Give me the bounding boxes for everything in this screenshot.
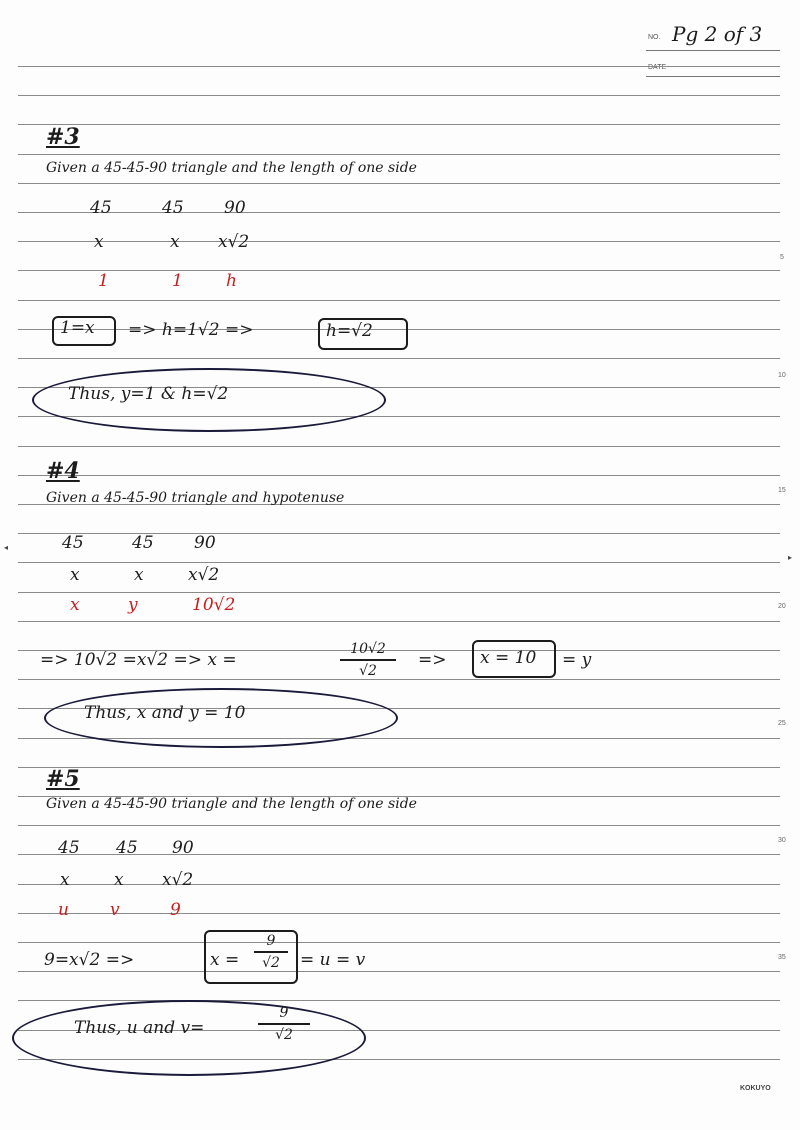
equation-end: = y	[562, 650, 592, 670]
ruled-line	[18, 971, 780, 972]
conclusion-fraction	[258, 1004, 310, 1044]
value-b: y	[128, 595, 138, 615]
ruled-line	[18, 767, 780, 768]
side-x-a: x	[94, 232, 104, 252]
ruled-line	[18, 300, 780, 301]
angle-45-a: 45	[90, 198, 112, 218]
angle-90: 90	[224, 198, 246, 218]
boxed-result-text: h=√2	[326, 321, 373, 341]
margin-tick: 30	[778, 837, 786, 844]
problem-4-title: #4	[46, 458, 80, 484]
ruled-line	[18, 270, 780, 271]
right-arrow-icon: ▸	[788, 553, 793, 562]
conclusion-ellipse	[12, 1000, 366, 1076]
equation-arrow: =>	[418, 650, 447, 670]
fraction-bar	[340, 659, 396, 661]
problem-5-description: Given a 45-45-90 triangle and the length of one side	[46, 796, 417, 812]
margin-tick: 5	[780, 254, 784, 261]
ruled-line	[18, 942, 780, 943]
value-b: v	[110, 900, 120, 920]
angle-90: 90	[172, 838, 194, 858]
ruled-line	[18, 183, 780, 184]
equation-start: 9=x√2 =>	[44, 950, 135, 970]
boxed-fraction	[254, 932, 288, 972]
derivation: => h=1√2 =>	[128, 320, 254, 340]
margin-tick: 15	[778, 487, 786, 494]
fraction	[340, 640, 396, 680]
ruled-line	[18, 913, 780, 914]
margin-tick: 10	[778, 372, 786, 379]
ruled-line	[18, 446, 780, 447]
angle-90: 90	[194, 533, 216, 553]
side-hyp: x√2	[218, 232, 250, 252]
side-x-b: x	[170, 232, 180, 252]
ruled-line	[18, 884, 780, 885]
conclusion: Thus, x and y = 10	[84, 703, 246, 723]
problem-3-title: #3	[46, 124, 80, 150]
ruled-line	[18, 679, 780, 680]
ruled-line	[18, 825, 780, 826]
fraction-denominator: √2	[359, 663, 377, 679]
fraction-bar	[258, 1023, 310, 1025]
conclusion-text: Thus, u and v=	[74, 1018, 205, 1038]
date-label: DATE	[648, 64, 667, 71]
value-a: u	[58, 900, 69, 920]
fraction-numerator: 10√2	[350, 641, 386, 657]
value-hyp: h	[226, 271, 237, 291]
boxed-numerator: 9	[266, 933, 276, 949]
boxed-denominator: √2	[262, 955, 280, 971]
angle-45-b: 45	[162, 198, 184, 218]
ruled-line	[18, 592, 780, 593]
side-x-a: x	[60, 870, 70, 890]
date-underline	[646, 76, 780, 77]
equation-end: = u = v	[300, 950, 366, 970]
angle-45-a: 45	[58, 838, 80, 858]
problem-5-title: #5	[46, 766, 80, 792]
ruled-line	[18, 95, 780, 96]
value-a: 1	[98, 271, 109, 291]
angle-45-b: 45	[132, 533, 154, 553]
problem-3-description: Given a 45-45-90 triangle and the length of one side	[46, 160, 417, 176]
left-arrow-icon: ◂	[4, 543, 9, 552]
ruled-line	[18, 241, 780, 242]
equation-start: => 10√2 =x√2 => x =	[40, 650, 237, 670]
ruled-line	[18, 1000, 780, 1001]
conclusion-numerator: 9	[279, 1005, 289, 1021]
ruled-line	[18, 124, 780, 125]
margin-tick: 35	[778, 954, 786, 961]
ruled-line	[18, 358, 780, 359]
side-x-b: x	[114, 870, 124, 890]
value-b: 1	[172, 271, 183, 291]
ruled-line	[18, 154, 780, 155]
fraction-bar	[254, 951, 288, 953]
side-hyp: x√2	[162, 870, 194, 890]
ruled-line	[18, 475, 780, 476]
brand-logo: KOKUYO	[740, 1085, 771, 1092]
side-hyp: x√2	[188, 565, 220, 585]
margin-tick: 20	[778, 603, 786, 610]
margin-tick: 25	[778, 720, 786, 727]
ruled-line	[18, 212, 780, 213]
value-hyp: 9	[170, 900, 181, 920]
side-x-b: x	[134, 565, 144, 585]
boxed-lhs: x =	[210, 950, 240, 970]
ruled-line	[18, 621, 780, 622]
ruled-line	[18, 66, 780, 67]
angle-45-a: 45	[62, 533, 84, 553]
problem-4-description: Given a 45-45-90 triangle and hypotenuse	[46, 490, 345, 506]
ruled-line	[18, 562, 780, 563]
no-underline	[646, 50, 780, 51]
page-reference: Pg 2 of 3	[672, 22, 763, 46]
no-label: NO.	[648, 34, 661, 41]
boxed-start-text: 1=x	[60, 318, 95, 338]
conclusion-denominator: √2	[275, 1027, 293, 1043]
boxed-result-text: x = 10	[480, 648, 537, 668]
angle-45-b: 45	[116, 838, 138, 858]
value-a: x	[70, 595, 80, 615]
value-hyp: 10√2	[192, 595, 236, 615]
side-x-a: x	[70, 565, 80, 585]
conclusion: Thus, y=1 & h=√2	[68, 384, 229, 404]
